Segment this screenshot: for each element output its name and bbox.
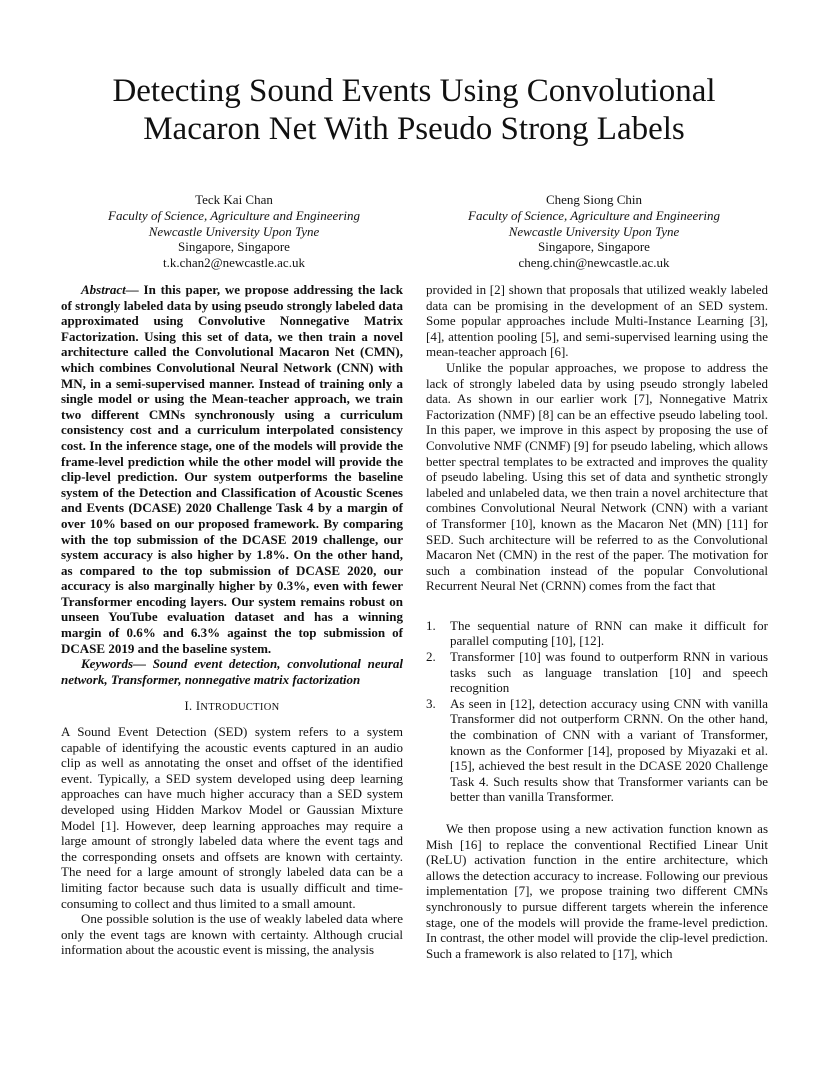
list-number: 1. (426, 617, 436, 633)
list-number: 3. (426, 695, 436, 711)
list-item (426, 618, 768, 649)
list-item (426, 696, 768, 805)
right-column (426, 282, 768, 961)
list-text: The sequential nature of RNN can make it difficult for parallel computing [10], [12]. (450, 617, 768, 649)
list-text: As seen in [12], detection accuracy using CNN with vanilla Transformer did not outperform CRNN. On the other hand, the combination of CNN with a variant of Transformer, known as the Conformer [14], proposed by Miyazaki et al. [15], achieved the best result in the DCASE 2020 Challenge Task 4. Such results show that Transformer variants can be better than vanilla Transformer. (450, 695, 768, 805)
author-block-2 (414, 192, 774, 271)
section-title-rest: NTRODUCTION (200, 702, 280, 714)
paper-title (60, 72, 768, 148)
author-affiliation: Faculty of Science, Agriculture and Engineering (468, 207, 720, 223)
author-block-1 (54, 192, 414, 271)
paragraph: provided in [2] shown that proposals that utilized weakly labeled data can be promising in the development of an SED system. Some popular approaches include Multi-Instance Learning [3], [4], attention pooling [5], and semi-supervised learning using the mean-teacher approach [6]. (426, 282, 768, 360)
paragraph: A Sound Event Detection (SED) system refers to a system capable of identifying the acoustic events captured in an audio clip as well as annotating the onset and offset of the identified event. Typically, a SED system developed using deep learning approaches can have much higher accuracy than a SED system developed using Hidden Markov Model or Gaussian Mixture Model [1]. However, deep learning approaches may require a large amount of strongly labeled data where the event tags and the corresponding onsets and offsets are known with certainty. The need for a large amount of strongly labeled data can be a limiting factor because such data is usually difficult and time-consuming to collect and thus limited to a small amount. (61, 724, 403, 911)
section-title-initial: I (195, 699, 201, 714)
paragraph: One possible solution is the use of weakly labeled data where only the event tags are known with certainty. Although crucial information about the acoustic event is missing, the analysis (61, 911, 403, 958)
author-location: Singapore, Singapore (178, 239, 290, 255)
left-column (61, 282, 403, 958)
author-affiliation: Faculty of Science, Agriculture and Engineering (108, 207, 360, 223)
abstract-lead: Abstract— (81, 282, 139, 297)
list-number: 2. (426, 649, 436, 665)
list-text: Transformer [10] was found to outperform RNN in various tasks such as language translation [10] and speech recognition (450, 649, 768, 696)
title-line-2: Macaron Net With Pseudo Strong Labels (143, 111, 685, 147)
numbered-list (426, 618, 768, 805)
author-location: Singapore, Singapore (538, 239, 650, 255)
spacer (426, 594, 768, 610)
section-heading-introduction (61, 699, 403, 716)
author-email: cheng.chin@newcastle.ac.uk (518, 255, 670, 271)
abstract (61, 282, 403, 656)
section-number: I. (184, 699, 193, 714)
paragraph: We then propose using a new activation function known as Mish [16] to replace the conventional Rectified Linear Unit (ReLU) activation function in the entire architecture, which allows the detection accuracy to increase. Following our previous implementation [7], we propose training two different CMNs synchronously to pursue different targets wherein the inference stage, one of the models will provide the frame-level prediction. In contrast, the other model will provide the clip-level prediction. Such a framework is also related to [17], which (426, 821, 768, 961)
keywords: Keywords— Sound event detection, convolutional neural network, Transformer, nonnegative matrix factorization (61, 656, 403, 687)
author-university: Newcastle University Upon Tyne (508, 223, 680, 239)
list-item (426, 649, 768, 696)
abstract-text: In this paper, we propose addressing the lack of strongly labeled data by using pseudo strongly labeled data approximated using Convolutive Nonnegative Matrix Factorization. Using this set of data, we then train a novel architecture called the Convolutional Macaron Net (CMN), which combines Convolutional Neural Network (CNN) with MN, in a semi-supervised manner. Instead of training only a single model or using the Mean-teacher approach, we train two different CMNs synchronously using a curriculum consistency cost and a curriculum interpolated consistency cost. In the inference stage, one of the models will provide the frame-level prediction while the other model will provide the clip-level prediction. Our system outperforms the baseline system of the Detection and Classification of Acoustic Scenes and Events (DCASE) 2020 Challenge Task 4 by a margin of over 10% based on our proposed framework. By comparing with the top submission of the DCASE 2019 challenge, our system accuracy is also higher by 1.8%. On the other hand, as compared to the top submission of DCASE 2020, our accuracy is also marginally higher by 0.3%, even with fewer Transformer encoding layers. Our system remains robust on unseen YouTube evaluation dataset and has a winning margin of 0.6% and 6.3% against the top submission of DCASE 2019 and the baseline system. (61, 282, 403, 656)
spacer (426, 805, 768, 821)
paragraph: Unlike the popular approaches, we propose to address the lack of strongly labeled data by using pseudo strongly labeled data. As shown in our earlier work [7], Nonnegative Matrix Factorization (NMF) [8] can be an effective pseudo labeling tool. In this paper, we improve in this aspect by proposing the use of Convolutive NMF (CNMF) [9] for pseudo labeling, which allows better spectral templates to be extracted and improves the quality of pseudo labeling. Using this set of data and synthetic strongly labeled and unlabeled data, we then train a novel architecture that combines Convolutional Neural Network (CNN) with a variant of Transformer [10], known as the Macaron Net (MN) [11] for SED. Such architecture will be referred to as the Convolutional Macaron Net (CMN) in the rest of the paper. The motivation for such a combination instead of the popular Convolutional Recurrent Neural Net (CRNN) comes from the fact that (426, 359, 768, 594)
author-university: Newcastle University Upon Tyne (148, 223, 320, 239)
author-name: Cheng Siong Chin (545, 192, 643, 207)
author-name: Teck Kai Chan (195, 192, 273, 207)
title-line-1: Detecting Sound Events Using Convolutional (112, 73, 716, 109)
author-email: t.k.chan2@newcastle.ac.uk (163, 255, 305, 271)
